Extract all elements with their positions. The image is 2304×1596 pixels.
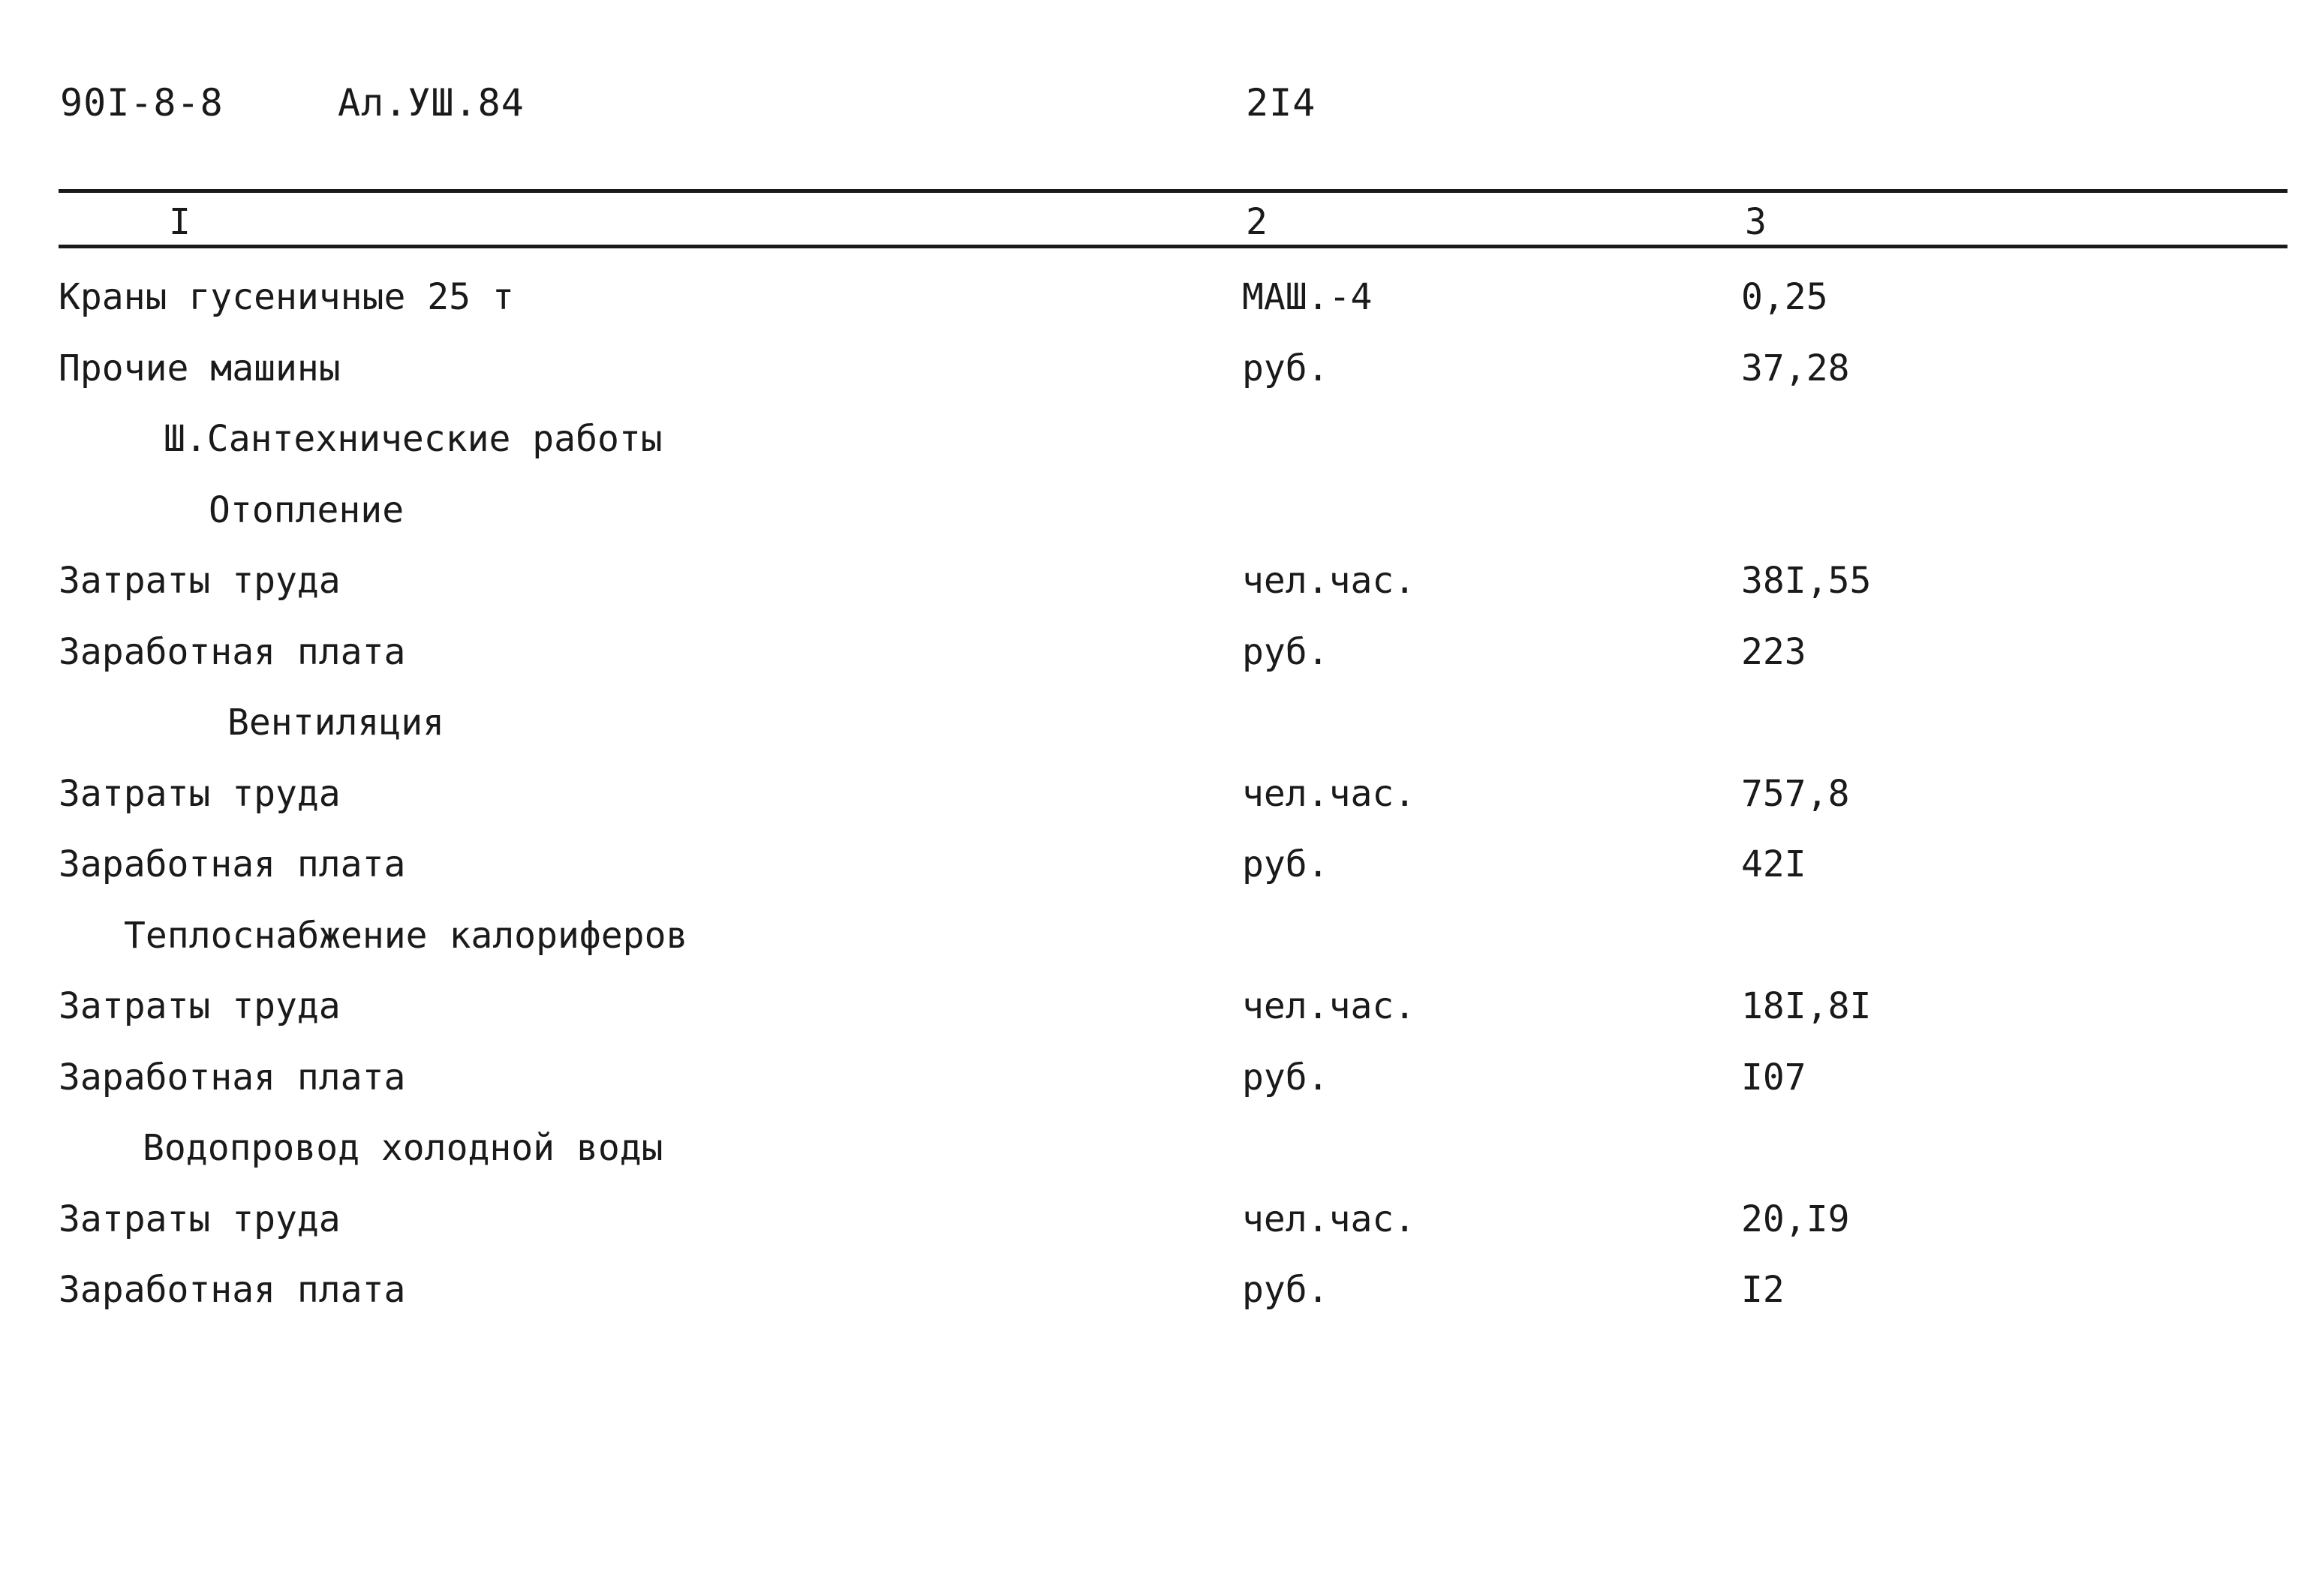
subsection-title: Водопровод холодной воды (143, 1127, 663, 1169)
table-row (0, 767, 2304, 838)
row-name: Заработная плата (59, 630, 406, 673)
subsection-heading (0, 909, 2304, 980)
column-header-2: 2 (1246, 201, 1268, 243)
section-title: Ш.Сантехнические работы (164, 418, 663, 460)
column-header-1: I (169, 201, 191, 243)
table-row (0, 979, 2304, 1050)
row-value: 223 (1741, 630, 1806, 673)
row-name: Затраты труда (59, 560, 341, 602)
row-unit: руб. (1242, 1269, 1329, 1311)
row-name: Затраты труда (59, 772, 341, 815)
table-row (0, 1192, 2304, 1264)
row-value: I2 (1741, 1269, 1785, 1311)
row-name: Заработная плата (59, 1269, 406, 1311)
row-unit: чел.час. (1242, 560, 1416, 602)
row-name: Затраты труда (59, 1198, 341, 1240)
row-value: 18I,8I (1741, 985, 1872, 1027)
table-row (0, 270, 2304, 341)
page-number: 2I4 (1246, 81, 1316, 125)
row-value: 42I (1741, 843, 1806, 885)
row-value: 0,25 (1741, 276, 1828, 318)
row-unit: руб. (1242, 630, 1329, 673)
album-code: Ал.УШ.84 (338, 81, 525, 125)
subsection-title: Теплоснабжение калориферов (124, 914, 688, 957)
table-body (0, 270, 2304, 1334)
table-row (0, 341, 2304, 413)
subsection-heading (0, 1121, 2304, 1192)
row-value: I07 (1741, 1056, 1806, 1099)
row-unit: чел.час. (1242, 772, 1416, 815)
row-name: Заработная плата (59, 843, 406, 885)
section-heading (0, 412, 2304, 483)
row-unit: руб. (1242, 1056, 1329, 1099)
row-value: 757,8 (1741, 772, 1850, 815)
row-name: Краны гусеничные 25 т (59, 276, 514, 318)
row-unit: чел.час. (1242, 1198, 1416, 1240)
row-unit: руб. (1242, 843, 1329, 885)
document-header (60, 81, 2236, 134)
subsection-title: Отопление (209, 488, 405, 531)
row-unit: руб. (1242, 347, 1329, 389)
table-row (0, 1050, 2304, 1122)
table-header-rule (59, 245, 2287, 248)
row-unit: МАШ.-4 (1242, 276, 1373, 318)
subsection-heading (0, 483, 2304, 555)
row-name: Прочие машины (59, 347, 341, 389)
row-value: 20,I9 (1741, 1198, 1850, 1240)
table-row (0, 1263, 2304, 1334)
table-row (0, 625, 2304, 696)
row-name: Заработная плата (59, 1056, 406, 1099)
column-header-3: 3 (1745, 201, 1767, 243)
table-row (0, 837, 2304, 909)
table-top-rule (59, 189, 2287, 193)
row-name: Затраты труда (59, 985, 341, 1027)
row-value: 38I,55 (1741, 560, 1872, 602)
series-code: 90I-8-8 (60, 81, 224, 125)
column-headers (0, 201, 2304, 246)
subsection-heading (0, 696, 2304, 767)
table-row (0, 554, 2304, 625)
row-value: 37,28 (1741, 347, 1850, 389)
subsection-title: Вентиляция (227, 702, 444, 744)
row-unit: чел.час. (1242, 985, 1416, 1027)
